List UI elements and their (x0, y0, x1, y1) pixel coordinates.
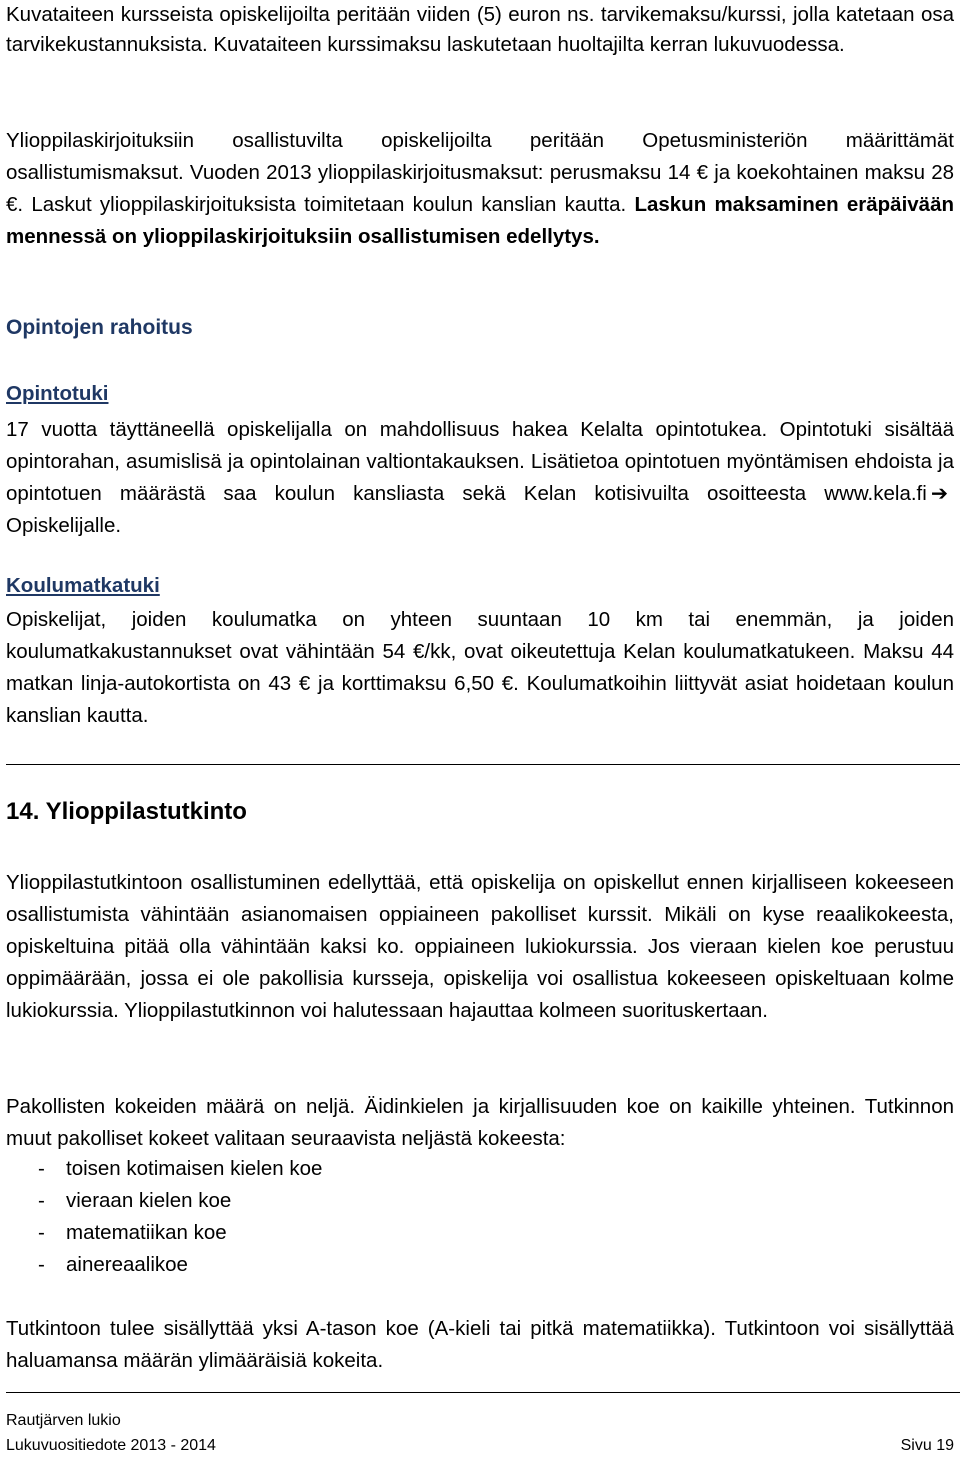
section-divider (6, 764, 960, 765)
list-item (6, 1153, 322, 1185)
chapter-paragraph-3: Tutkintoon tulee sisällyttää yksi A-tason koe (A-kieli tai pitkä matematiikka). Tutkintoon voi sisällyttää haluamansa määrän ylimääräisiä kokeita. (6, 1317, 954, 1372)
chapter-paragraph-1: Ylioppilastutkintoon osallistuminen edellyttää, että opiskelija on opiskellut ennen kirjalliseen kokeeseen osallistumista vähintään asianomaisen oppiaineen pakolliset kurssit. Mikäli on kyse reaalikokeesta, opiskeltuina pitää olla vähintään kaksi ko. oppiaineen lukiokurssia. Jos vieraan kielen koe perustuu oppimäärään, jossa ei ole pakollisia kursseja, opiskelija voi osallistua kokeeseen opiskeltuaan kolme lukiokurssia. Ylioppilastutkinnon voi halutessaan hajauttaa kolmeen suorituskertaan. (6, 871, 954, 1022)
footer-divider (6, 1392, 960, 1393)
footer-document-title: Lukuvuositiedote 2013 - 2014 (6, 1437, 216, 1454)
study-grant-text: 17 vuotta täyttäneellä opiskelijalla on mahdollisuus hakea Kelalta opintotukea. Opintotuki sisältää opintorahan, asumislisä ja opintolainan valtiontakauksen. Lisätietoa opintotuen myöntämisen ehdoista ja opintotuen määrästä saa koulun kansliasta sekä Kelan kotisivuilta osoitteesta www.kela.fi (6, 418, 954, 505)
list-marker: - (38, 1189, 45, 1212)
footer-page-number: Sivu 19 (900, 1437, 954, 1454)
funding-heading: Opintojen rahoitus (6, 316, 193, 339)
list-item-text: matematiikan koe (66, 1221, 227, 1244)
travel-support-paragraph: Opiskelijat, joiden koulumatka on yhteen suuntaan 10 km tai enemmän, ja joiden koulumatkakustannukset ovat vähintään 54 €/kk, ovat oikeutettuja Kelan koulumatkatukeen. Maksu 44 matkan linja-autokortista on 43 € ja korttimaksu 6,50 €. Koulumatkoihin liittyvät asiat hoidetaan koulun kanslian kautta. (6, 608, 954, 727)
list-item-text: vieraan kielen koe (66, 1189, 232, 1212)
study-grant-link-target: Opiskelijalle. (6, 514, 122, 537)
matriculation-fee-bold-text: Laskun maksaminen eräpäivään mennessä on ylioppilaskirjoituksiin osallistumisen edellytys. (6, 193, 954, 248)
list-item-text: ainereaalikoe (66, 1253, 188, 1276)
chapter-title: 14. Ylioppilastutkinto (6, 798, 247, 825)
list-item (6, 1185, 322, 1217)
arrow-right-icon: ➔ (930, 482, 948, 505)
footer-school-name: Rautjärven lukio (6, 1412, 121, 1429)
art-course-fee-paragraph: Kuvataiteen kursseista opiskelijoilta peritään viiden (5) euron ns. tarvikemaksu/kurssi, jolla katetaan osa tarvikekustannuksista. Kuvataiteen kurssimaksu laskutetaan huoltajilta kerran lukuvuodessa. (6, 3, 954, 56)
list-item-text: toisen kotimaisen kielen koe (66, 1157, 323, 1180)
study-grant-subheading: Opintotuki (6, 382, 109, 405)
study-grant-paragraph (6, 414, 954, 542)
chapter-paragraph-2: Pakollisten kokeiden määrä on neljä. Äidinkielen ja kirjallisuuden koe on kaikille yhteinen. Tutkinnon muut pakolliset kokeet valitaan seuraavista neljästä kokeesta: (6, 1095, 954, 1150)
travel-support-subheading: Koulumatkatuki (6, 574, 160, 597)
list-item (6, 1249, 322, 1281)
list-item (6, 1217, 322, 1249)
list-marker: - (38, 1221, 45, 1244)
list-marker: - (38, 1157, 45, 1180)
matriculation-fee-paragraph (6, 125, 954, 253)
exam-list (6, 1153, 322, 1281)
matriculation-fee-text: Ylioppilaskirjoituksiin osallistuvilta opiskelijoilta peritään Opetusministeriön määrittämät osallistumismaksut. Vuoden 2013 ylioppilaskirjoitusmaksut: perusmaksu 14 € ja koekohtainen maksu 28 €. Laskut ylioppilaskirjoituksista toimitetaan koulun kanslian kautta. (6, 129, 954, 216)
list-marker: - (38, 1253, 45, 1276)
